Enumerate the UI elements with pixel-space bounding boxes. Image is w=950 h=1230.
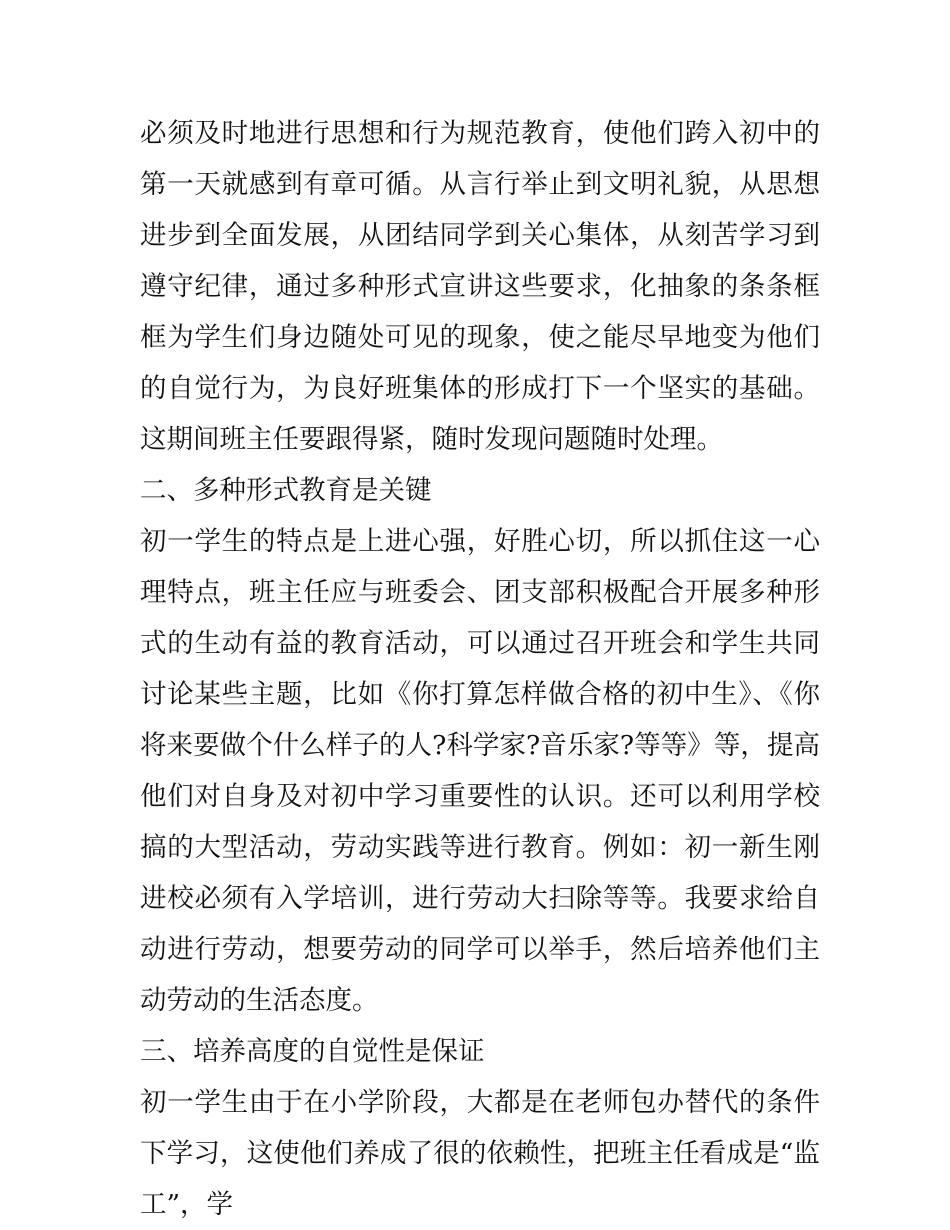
section-heading-2: 二、多种形式教育是关键: [140, 475, 432, 506]
paragraph-self-discipline: 初一学生由于在小学阶段，大都是在老师包办替代的条件下学习，这使他们养成了很的依赖性，把班主任看成是“监工”，学: [140, 1087, 820, 1220]
paragraph-regulation-education: 必须及时地进行思想和行为规范教育，使他们跨入初中的第一天就感到有章可循。从言行举止到文明礼貌，从思想进步到全面发展，从团结同学到关心集体，从刻苦学习到遵守纪律，通过多种形式宣讲这些要求，化抽象的条条框框为学生们身边随处可见的现象，使之能尽早地变为他们的自觉行为，为良好班集体的形成打下一个坚实的基础。这期间班主任要跟得紧，随时发现问题随时处理。: [140, 118, 820, 455]
section-heading-3: 三、培养高度的自觉性是保证: [140, 1036, 485, 1067]
document-body: [140, 108, 820, 1230]
paragraph-varied-education: 初一学生的特点是上进心强，好胜心切，所以抓住这一心理特点，班主任应与班委会、团支部积极配合开展多种形式的生动有益的教育活动，可以通过召开班会和学生共同讨论某些主题，比如《你打算怎样做合格的初中生》、《你将来要做个什么样子的人?科学家?音乐家?等等》等，提高他们对自身及对初中学习重要性的认识。还可以利用学校搞的大型活动，劳动实践等进行教育。例如：初一新生刚进校必须有入学培训，进行劳动大扫除等等。我要求给自动进行劳动，想要劳动的同学可以举手，然后培养他们主动劳动的生活态度。: [140, 526, 820, 1016]
